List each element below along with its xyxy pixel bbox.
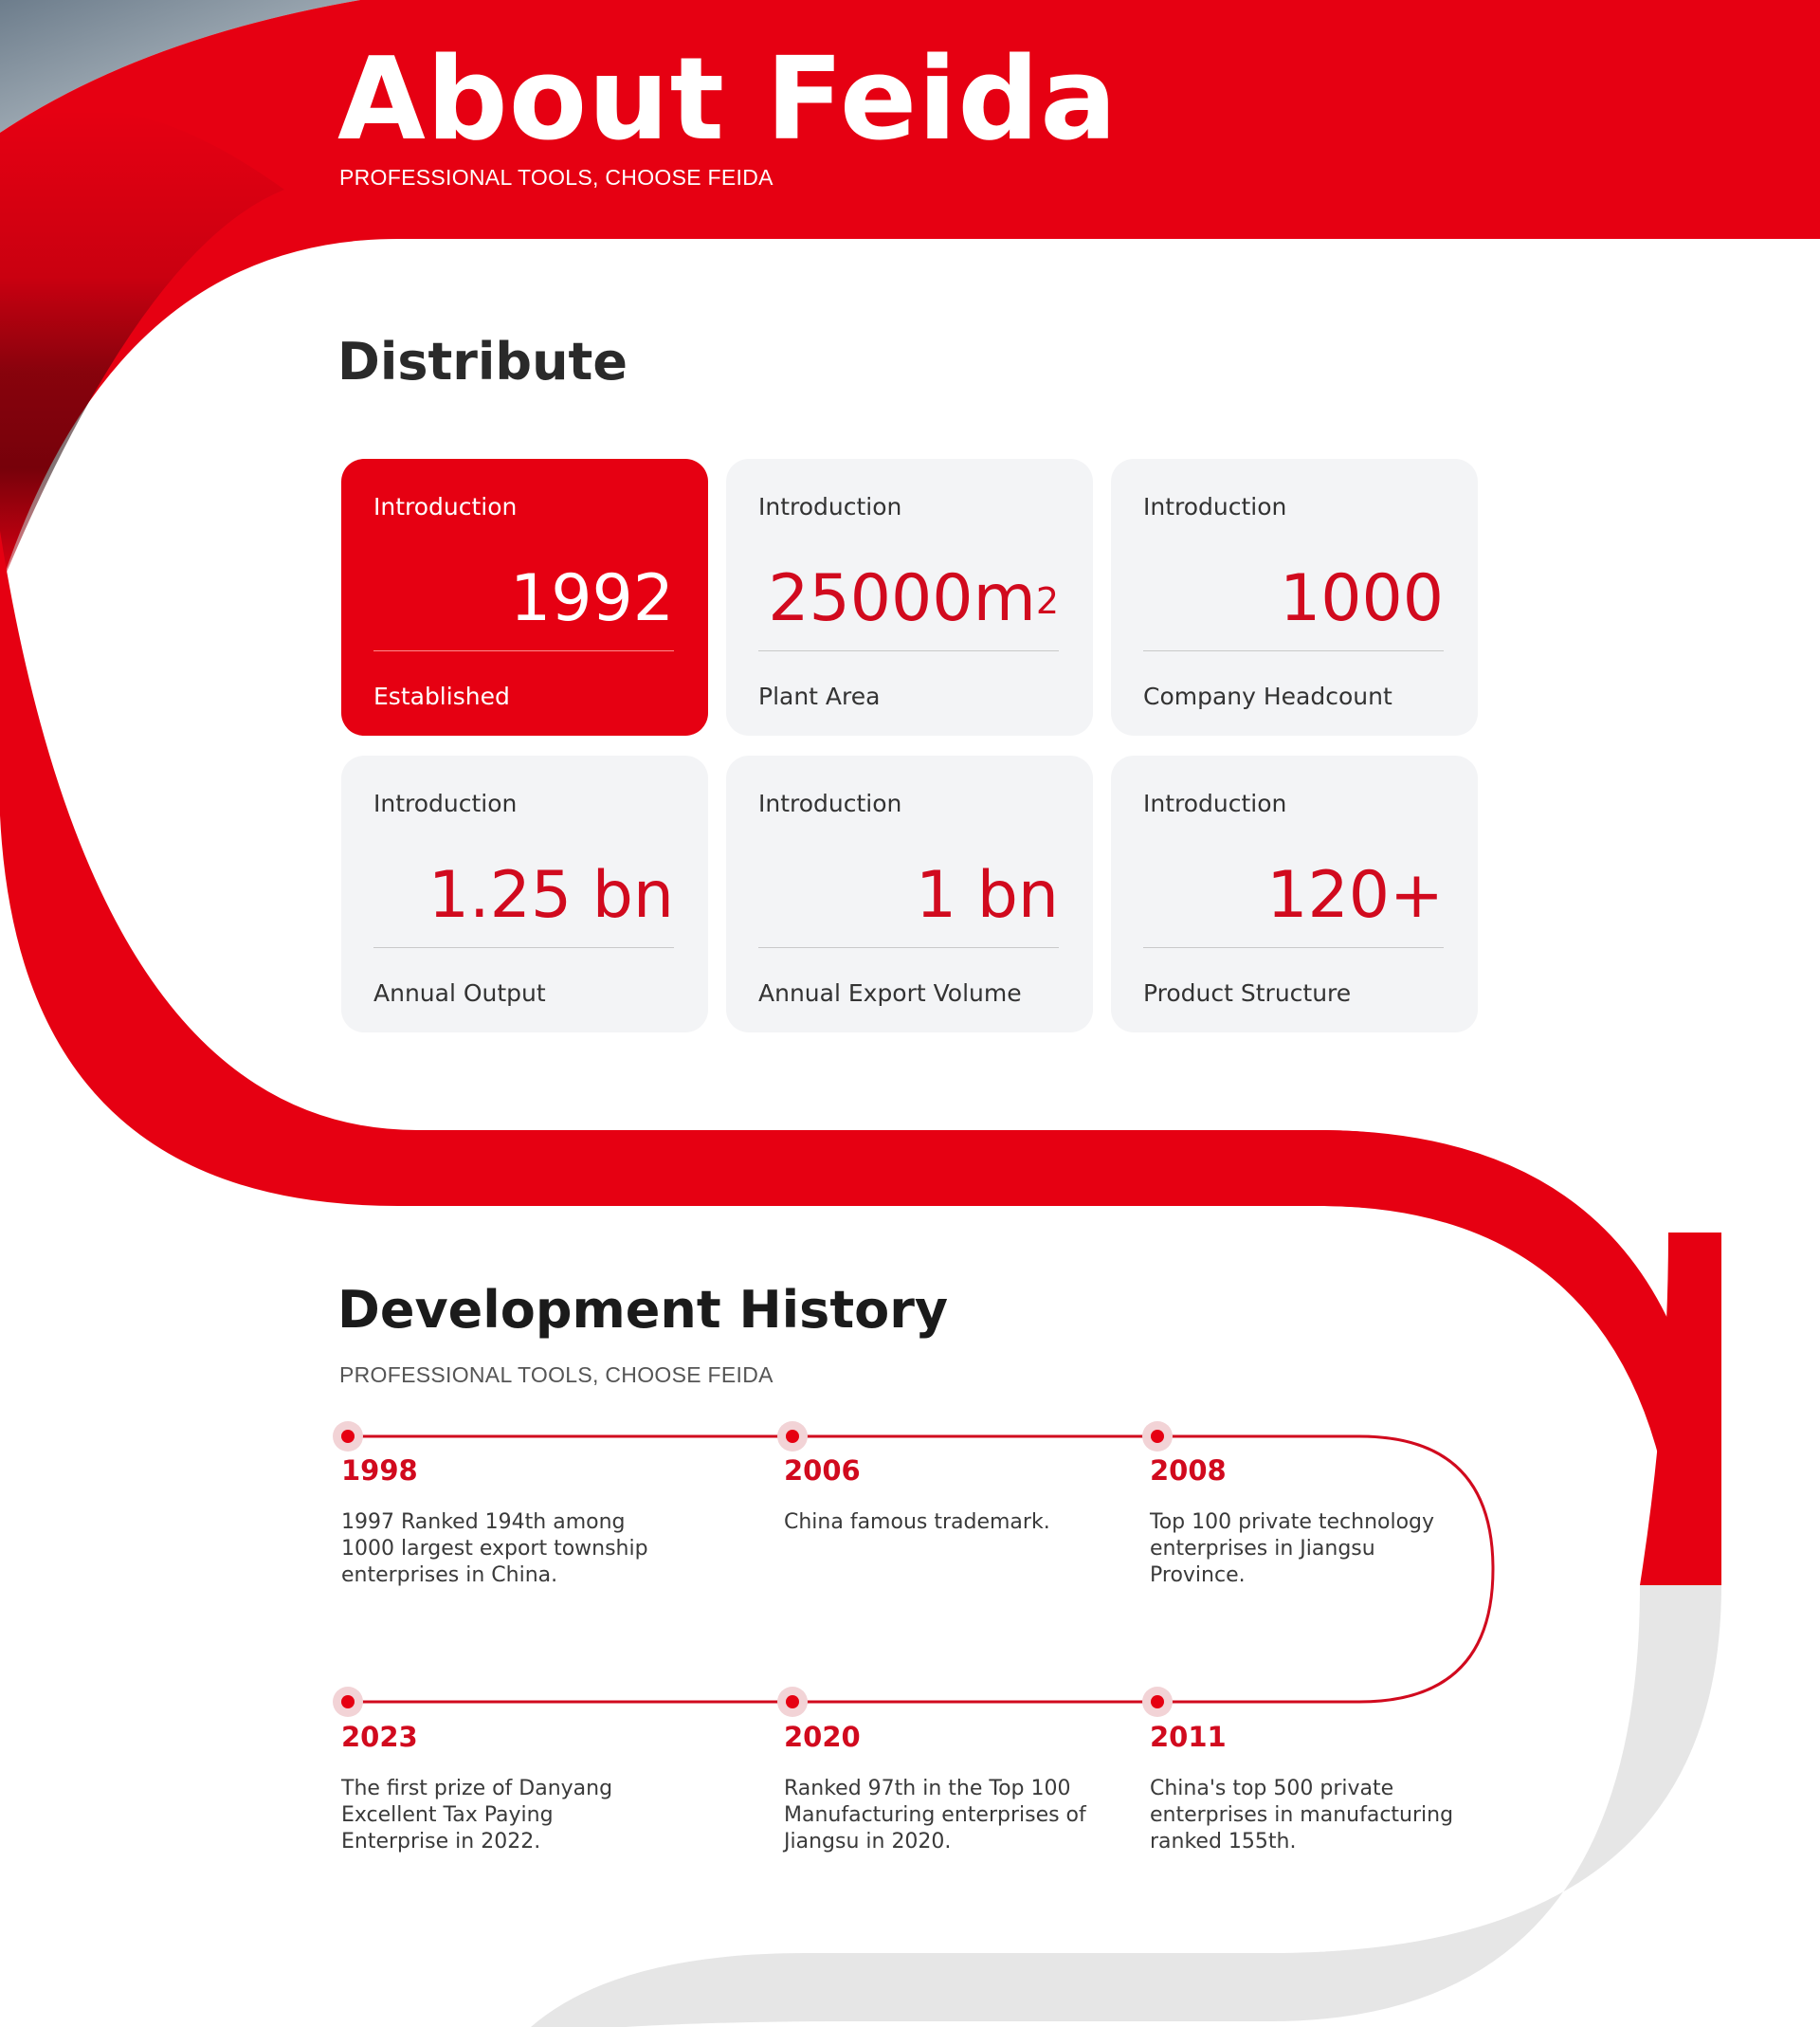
card-value: 1992	[509, 561, 674, 636]
banner-shade	[0, 110, 284, 589]
milestone-year: 1998	[341, 1454, 418, 1487]
timeline-dot	[777, 1421, 808, 1452]
stat-card-headcount[interactable]	[1111, 459, 1478, 736]
timeline-dot	[333, 1687, 363, 1717]
milestone-year: 2023	[341, 1721, 418, 1753]
stat-card-established[interactable]	[341, 459, 708, 736]
history-subtitle: PROFESSIONAL TOOLS, CHOOSE FEIDA	[339, 1362, 774, 1387]
card-bottom-label: Annual Output	[373, 979, 546, 1007]
card-top-label: Introduction	[373, 493, 518, 520]
timeline-dot	[1142, 1687, 1173, 1717]
card-top-label: Introduction	[758, 790, 902, 817]
page-title: About Feida	[337, 34, 1119, 166]
card-bottom-label: Plant Area	[758, 683, 881, 710]
hero-subtitle: PROFESSIONAL TOOLS, CHOOSE FEIDA	[339, 165, 774, 190]
card-divider	[373, 947, 674, 948]
card-value: 1.25 bn	[428, 858, 674, 933]
card-bottom-label: Established	[373, 683, 510, 710]
stat-card-plant-area[interactable]	[726, 459, 1093, 736]
milestone-text: China's top 500 private enterprises in manufacturing ranked 155th.	[1150, 1777, 1454, 1854]
card-top-label: Introduction	[1143, 493, 1287, 520]
milestone-1998	[341, 1454, 664, 1589]
card-divider	[1143, 947, 1444, 948]
milestone-year: 2006	[784, 1454, 861, 1487]
milestone-text: The first prize of Danyang Excellent Tax Paying Enterprise in 2022.	[341, 1777, 613, 1854]
milestone-text: Top 100 private technology enterprises in Jiangsu Province.	[1150, 1510, 1435, 1587]
card-value: 120+	[1266, 858, 1444, 933]
milestone-year: 2020	[784, 1721, 861, 1753]
timeline-dot	[333, 1421, 363, 1452]
card-divider	[373, 650, 674, 651]
card-top-label: Introduction	[373, 790, 518, 817]
card-value: 1000	[1279, 561, 1444, 636]
milestone-year: 2011	[1150, 1721, 1227, 1753]
milestone-2011	[1150, 1721, 1472, 1855]
timeline-dot	[777, 1687, 808, 1717]
milestone-year: 2008	[1150, 1454, 1227, 1487]
card-divider	[758, 947, 1059, 948]
card-top-label: Introduction	[1143, 790, 1287, 817]
timeline-dot	[1142, 1421, 1173, 1452]
card-value: $25000m^2$	[768, 561, 1059, 636]
milestone-text: China famous trademark.	[784, 1510, 1050, 1534]
stat-card-export-volume[interactable]	[726, 756, 1093, 1032]
milestone-2006	[784, 1454, 1106, 1536]
card-bottom-label: Company Headcount	[1143, 683, 1392, 710]
milestone-2023	[341, 1721, 664, 1855]
milestone-2020	[784, 1721, 1106, 1855]
milestone-text: Ranked 97th in the Top 100 Manufacturing enterprises of Jiangsu in 2020.	[784, 1777, 1086, 1854]
milestone-2008	[1150, 1454, 1472, 1589]
history-title: Development History	[337, 1280, 949, 1340]
milestone-text: 1997 Ranked 194th among 1000 largest export township enterprises in China.	[341, 1510, 648, 1587]
card-divider	[1143, 650, 1444, 651]
stat-card-product-structure[interactable]	[1111, 756, 1478, 1032]
card-bottom-label: Product Structure	[1143, 979, 1352, 1007]
gray-track	[531, 1585, 1721, 2027]
distribute-title: Distribute	[337, 332, 628, 392]
stat-card-annual-output[interactable]	[341, 756, 708, 1032]
card-top-label: Introduction	[758, 493, 902, 520]
card-bottom-label: Annual Export Volume	[758, 979, 1022, 1007]
card-divider	[758, 650, 1059, 651]
card-value-superscript: 2	[1035, 580, 1059, 622]
card-value: 1 bn	[915, 858, 1059, 933]
